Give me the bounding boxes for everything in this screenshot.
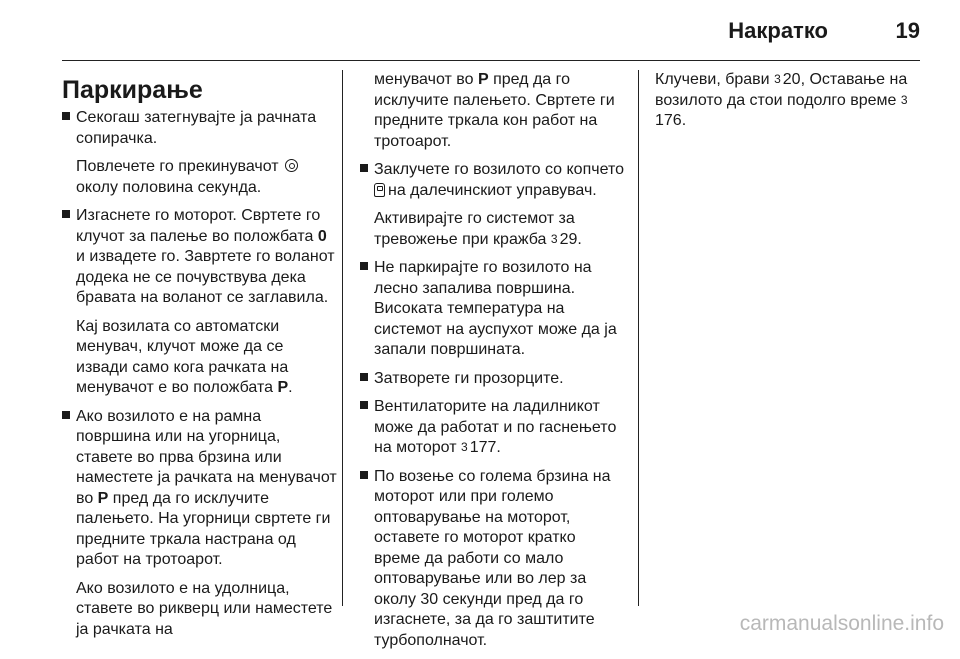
list-item <box>360 397 624 459</box>
page-reference-icon: 3 <box>550 231 558 246</box>
paragraph: Ако возилото е на удолница, ставете во рикверц или наместете ја рачката на <box>76 579 333 638</box>
list-item <box>360 160 624 250</box>
paragraph: Заклучете го возилото со копчето на далечинскиот управувач. <box>374 161 624 199</box>
list-item <box>360 467 624 652</box>
column-divider <box>342 70 343 606</box>
paragraph: Изгаснете го моторот. Свртете го клучот за палење во положбата 0 и извадете го. Завртете го воланот додека не се почувствува дека бравата на воланот се заглавила. <box>76 207 335 306</box>
column-3 <box>655 70 925 132</box>
bullet-icon <box>360 471 368 479</box>
cross-reference: Клучеви, брави 3 20, Оставање на возилото да стои подолго време 3176. <box>655 71 908 129</box>
paragraph: Кај возилата со автоматски менувач, клучот може да се извади само кога рачката на менувачот е во положбата P. <box>76 317 293 396</box>
list-item <box>360 369 624 390</box>
bullet-icon <box>62 112 70 120</box>
page-header <box>0 14 960 54</box>
section-title: Накратко <box>728 18 828 43</box>
paragraph: Повлечете го прекинувачот околу половина секунда. <box>76 157 338 198</box>
watermark: carmanualsonline.info <box>739 612 944 635</box>
bullet-icon <box>62 210 70 218</box>
lock-button-icon <box>374 183 385 197</box>
paragraph: Не паркирајте го возилото на лесно запалива површина. Високата температура на системот на ауспухот може да ја запали површината. <box>374 259 617 358</box>
paragraph: Ако возилото е на рамна површина или на угорница, ставете во прва брзина или наместете ја рачката на менувачот во P пред да го исклучите палењето. На угорници свртете ги предните тркала настрана од работ на тротоарот. <box>76 407 337 568</box>
parking-brake-icon <box>285 159 298 172</box>
column-1 <box>62 70 338 648</box>
page-number: 19 <box>895 18 920 43</box>
continued-paragraph: менувачот во P пред да го исклучите палењето. Свртете ги предните тркала кон работ на тротоарот. <box>374 71 615 150</box>
bullet-icon <box>360 401 368 409</box>
column-divider <box>638 70 639 606</box>
header-rule <box>62 60 920 61</box>
list-item <box>62 108 338 198</box>
column-2 <box>360 70 624 659</box>
page-reference-icon: 3 <box>774 72 781 86</box>
bullet-icon <box>360 373 368 381</box>
paragraph: По возење со голема брзина на моторот или при големо оптоварување на моторот, оставете го моторот кратко време да работи со мало оптоварување или во лер за околу 30 секунди пред да го изгаснете, за да го заштитите турбополначот. <box>374 467 611 649</box>
bullet-icon <box>360 164 368 172</box>
paragraph: Активирајте го системот за тревожење при кражба 3 29. <box>374 210 582 248</box>
paragraph: Затворете ги прозорците. <box>374 369 564 387</box>
bullet-icon <box>360 262 368 270</box>
list-item <box>62 407 338 641</box>
page-reference-icon: 3 <box>900 92 908 107</box>
page-reference-icon: 3 <box>461 440 468 454</box>
page-heading: Паркирање <box>62 76 203 104</box>
list-item <box>360 258 624 361</box>
paragraph: Секогаш затегнувајте ја рачната сопирачка. <box>76 109 317 147</box>
bullet-icon <box>62 411 70 419</box>
list-item <box>62 206 338 399</box>
paragraph: Вентилаторите на ладилникот може да работат и по гаснењето на моторот 3 177. <box>374 398 617 456</box>
